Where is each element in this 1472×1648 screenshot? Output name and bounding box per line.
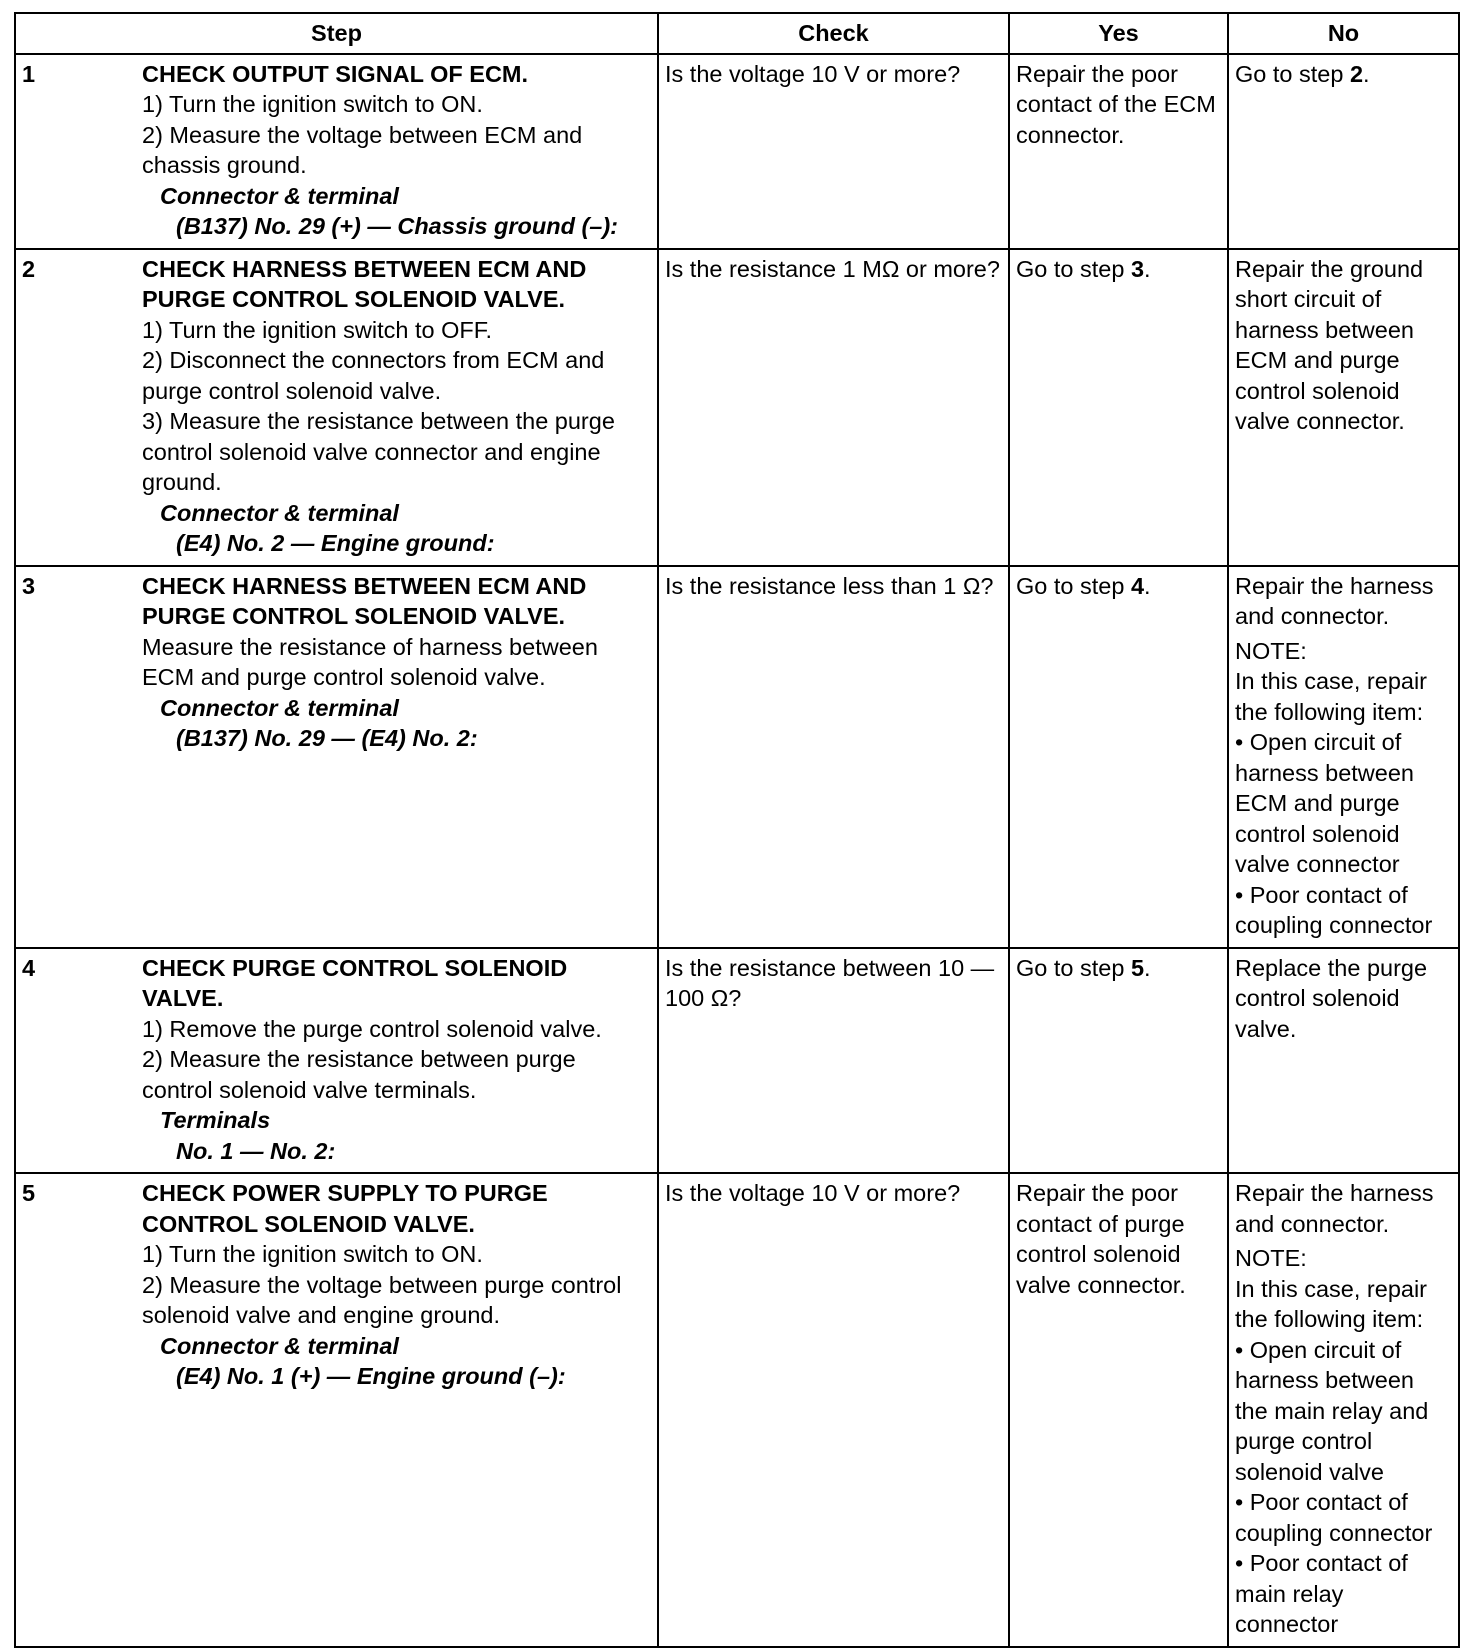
yes-text-prefix: Go to step	[1016, 255, 1131, 282]
step-cell	[15, 566, 658, 948]
terminals-value: No. 1 — No. 2:	[176, 1137, 336, 1164]
step-item: 2) Measure the voltage between purge control solenoid valve and engine ground.	[142, 1271, 622, 1328]
table-row	[15, 54, 1459, 249]
step-item: 1) Remove the purge control solenoid valve.	[142, 1015, 602, 1042]
step-number: 3	[22, 572, 36, 599]
table-row	[15, 948, 1459, 1174]
step-cell	[15, 948, 658, 1174]
step-number: 2	[22, 255, 36, 282]
step-item: Measure the resistance of harness between ECM and purge control solenoid valve.	[142, 633, 598, 690]
connector-value: (B137) No. 29 (+) — Chassis ground (–):	[176, 213, 619, 239]
no-main-text: Repair the harness and connector.	[1235, 1180, 1434, 1237]
yes-cell: Repair the poor contact of purge control solenoid valve connector.	[1009, 1173, 1228, 1647]
connector-label: Connector & terminal	[160, 694, 399, 721]
step-item: 1) Turn the ignition switch to ON.	[142, 1241, 483, 1267]
no-main-text: Repair the harness and connector.	[1235, 572, 1434, 629]
connector-value: (E4) No. 1 (+) — Engine ground (–):	[176, 1363, 566, 1389]
note-bullet: • Poor contact of coupling connector	[1235, 881, 1433, 938]
step-item: 3) Measure the resistance between the purge control solenoid valve connector and engine ground.	[142, 408, 615, 495]
step-item: 2) Disconnect the connectors from ECM and purge control solenoid valve.	[142, 347, 605, 404]
step-number: 5	[22, 1180, 36, 1206]
step-title: CHECK OUTPUT SIGNAL OF ECM.	[142, 60, 529, 87]
note-bullet: • Open circuit of harness between ECM and purge control solenoid valve connector	[1235, 729, 1414, 877]
troubleshooting-page	[14, 12, 1460, 1648]
header-row	[15, 13, 1459, 54]
check-cell: Is the resistance less than 1 Ω?	[658, 566, 1009, 948]
connector-value: (E4) No. 2 — Engine ground:	[176, 530, 495, 556]
table-row	[15, 249, 1459, 566]
note-text: In this case, repair the following item:	[1235, 668, 1428, 725]
diagnostic-table	[14, 12, 1460, 1648]
no-cell: Replace the purge control solenoid valve.	[1228, 948, 1459, 1174]
step-title: CHECK HARNESS BETWEEN ECM AND PURGE CONTROL SOLENOID VALVE.	[142, 255, 587, 312]
header-step: Step	[15, 13, 658, 54]
no-text-prefix: Go to step	[1235, 60, 1350, 87]
step-cell	[15, 54, 658, 249]
yes-text-suffix: .	[1144, 954, 1151, 981]
step-cell	[15, 1173, 658, 1647]
step-cell	[15, 249, 658, 566]
table-row	[15, 1173, 1459, 1647]
yes-text-prefix: Go to step	[1016, 572, 1131, 599]
step-title: CHECK PURGE CONTROL SOLENOID VALVE.	[142, 954, 568, 1011]
terminals-label: Terminals	[160, 1107, 271, 1133]
note-label: NOTE:	[1235, 637, 1307, 664]
yes-cell	[1009, 249, 1228, 566]
note-label: NOTE:	[1235, 1245, 1307, 1271]
check-cell: Is the resistance 1 MΩ or more?	[658, 249, 1009, 566]
connector-label: Connector & terminal	[160, 1332, 399, 1359]
goto-step-number: 3	[1130, 255, 1145, 282]
connector-label: Connector & terminal	[160, 499, 399, 526]
connector-label: Connector & terminal	[160, 182, 399, 209]
no-cell	[1228, 1173, 1459, 1647]
yes-cell	[1009, 948, 1228, 1174]
note-bullet: • Poor contact of main relay connector	[1235, 1550, 1408, 1637]
no-cell	[1228, 54, 1459, 249]
step-item: 2) Measure the resistance between purge control solenoid valve terminals.	[142, 1046, 576, 1103]
check-cell: Is the voltage 10 V or more?	[658, 1173, 1009, 1647]
no-cell	[1228, 566, 1459, 948]
goto-step-number: 5	[1130, 954, 1145, 981]
note-bullet: • Open circuit of harness between the main relay and purge control solenoid valve	[1235, 1336, 1429, 1485]
goto-step-number: 2	[1349, 60, 1364, 87]
connector-value: (B137) No. 29 — (E4) No. 2:	[176, 725, 478, 751]
yes-cell: Repair the poor contact of the ECM connector.	[1009, 54, 1228, 249]
note-bullet: • Poor contact of coupling connector	[1235, 1489, 1433, 1546]
step-number: 4	[22, 954, 36, 981]
header-check: Check	[658, 13, 1009, 54]
check-cell: Is the resistance between 10 — 100 Ω?	[658, 948, 1009, 1174]
header-no: No	[1228, 13, 1459, 54]
yes-text-prefix: Go to step	[1016, 954, 1131, 981]
table-row	[15, 566, 1459, 948]
yes-text-suffix: .	[1144, 255, 1151, 282]
step-title: CHECK POWER SUPPLY TO PURGE CONTROL SOLENOID VALVE.	[142, 1180, 548, 1237]
check-cell: Is the voltage 10 V or more?	[658, 54, 1009, 249]
header-yes: Yes	[1009, 13, 1228, 54]
step-title: CHECK HARNESS BETWEEN ECM AND PURGE CONTROL SOLENOID VALVE.	[142, 572, 587, 629]
note-text: In this case, repair the following item:	[1235, 1275, 1428, 1332]
step-number: 1	[22, 60, 36, 87]
yes-text-suffix: .	[1144, 572, 1151, 599]
yes-cell	[1009, 566, 1228, 948]
no-cell: Repair the ground short circuit of harness between ECM and purge control solenoid valve connector.	[1228, 249, 1459, 566]
no-text-suffix: .	[1363, 60, 1370, 87]
step-item: 2) Measure the voltage between ECM and chassis ground.	[142, 121, 583, 178]
step-item: 1) Turn the ignition switch to ON.	[142, 91, 483, 117]
step-item: 1) Turn the ignition switch to OFF.	[142, 316, 493, 343]
goto-step-number: 4	[1130, 572, 1145, 599]
